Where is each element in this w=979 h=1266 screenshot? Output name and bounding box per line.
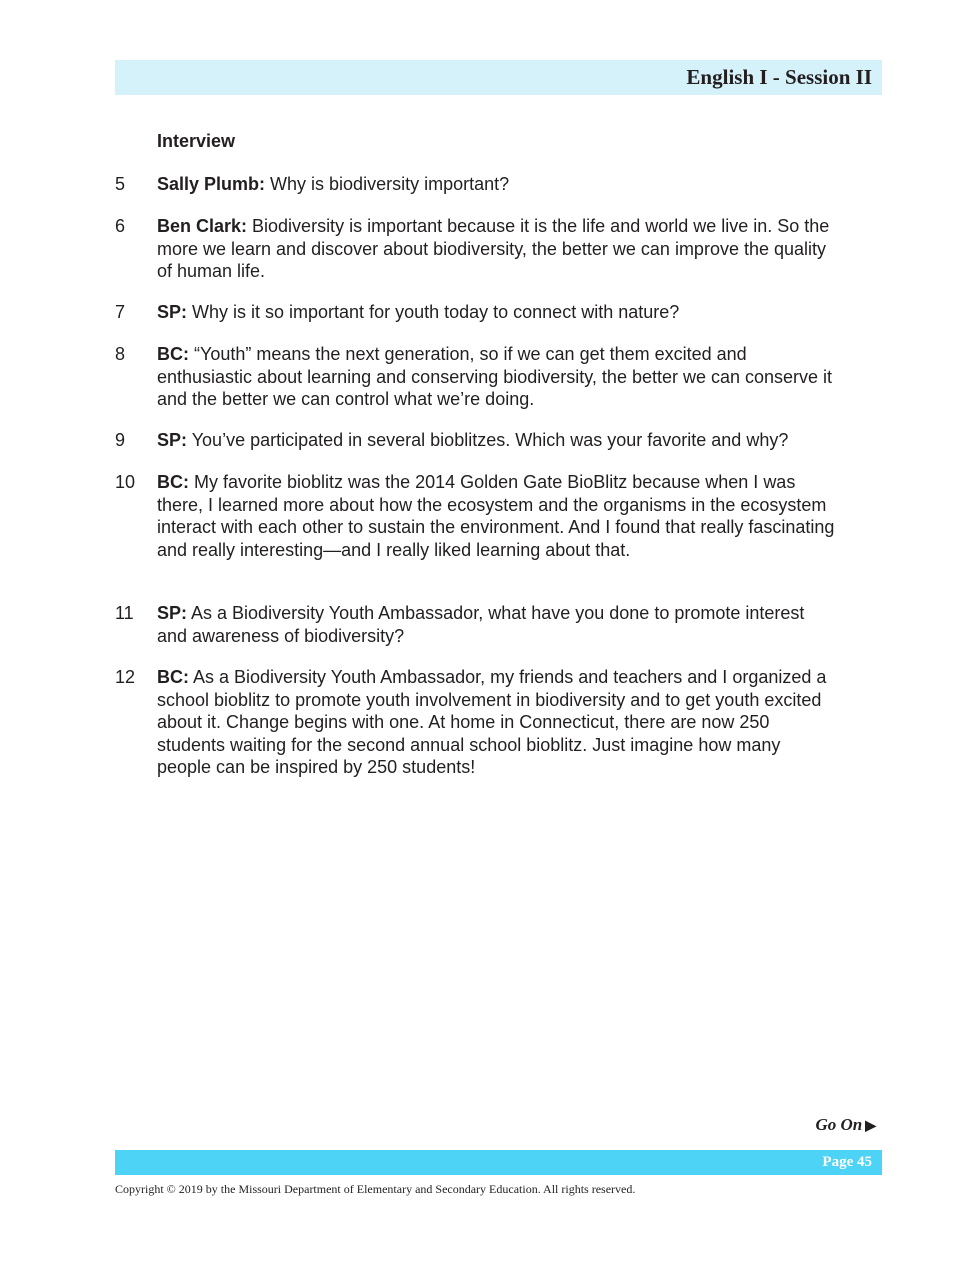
paragraph-number: 7: [115, 302, 126, 322]
paragraph-text: [157, 666, 835, 779]
paragraph: [115, 215, 835, 283]
paragraph-text: [157, 471, 835, 561]
speaker-label: SP:: [157, 302, 188, 322]
copyright-notice: Copyright © 2019 by the Missouri Department of Elementary and Secondary Education. All rights reserved.: [115, 1182, 636, 1196]
paragraph-number: 10: [115, 472, 136, 492]
go-on-label: Go On: [815, 1115, 863, 1134]
paragraph-text: [157, 301, 835, 324]
speaker-label: SP:: [157, 603, 188, 623]
paragraph: [115, 666, 835, 779]
paragraph-number: 11: [115, 603, 134, 623]
paragraph-text: [157, 215, 835, 283]
session-title: English I - Session II: [686, 65, 872, 89]
page-number: Page 45: [822, 1154, 872, 1170]
dialogue-text: As a Biodiversity Youth Ambassador, what have you done to promote interest and awareness of biodiversity?: [157, 603, 805, 646]
go-on-prompt: [815, 1115, 876, 1135]
paragraph-text: [157, 343, 835, 411]
dialogue-text: “Youth” means the next generation, so if we can get them excited and enthusiastic about learning and conserving biodiversity, the better we can conserve it and the better we can control what we’re doing.: [157, 344, 833, 409]
speaker-label: SP:: [157, 430, 188, 450]
paragraph: [115, 301, 835, 324]
header-bar: [115, 60, 882, 95]
play-arrow-icon: ▶: [865, 1119, 876, 1134]
paragraph: [115, 471, 835, 561]
paragraph-number: 5: [115, 174, 126, 194]
dialogue-text: You’ve participated in several bioblitzes. Which was your favorite and why?: [187, 430, 789, 450]
dialogue-text: Why is biodiversity important?: [265, 174, 510, 194]
speaker-label: Sally Plumb:: [157, 174, 266, 194]
paragraph-number: 9: [115, 430, 126, 450]
paragraph-text: [157, 429, 855, 452]
dialogue-text: My favorite bioblitz was the 2014 Golden Gate BioBlitz because when I was there, I learned more about how the ecosystem and the organisms in the ecosystem interact with each other to sustain the environment. And I found that really fascinating and really interesting—and I really liked learning about that.: [157, 472, 835, 560]
dialogue-text: Biodiversity is important because it is the life and world we live in. So the more we learn and discover about biodiversity, the better we can improve the quality of human life.: [157, 216, 830, 281]
paragraph: [115, 343, 835, 411]
paragraph-text: [157, 173, 835, 196]
footer-bar: [115, 1150, 882, 1175]
paragraph: [115, 602, 835, 647]
dialogue-text: Why is it so important for youth today to connect with nature?: [187, 302, 680, 322]
speaker-label: BC:: [157, 472, 189, 492]
paragraph-number: 12: [115, 667, 136, 687]
dialogue-text: As a Biodiversity Youth Ambassador, my friends and teachers and I organized a school bioblitz to promote youth involvement in biodiversity and to get youth excited about it. Change begins with one. At home in Connecticut, there are now 250 students waiting for the second annual school bioblitz. Just imagine how many people can be inspired by 250 students!: [157, 667, 827, 777]
paragraph-number: 8: [115, 344, 126, 364]
paragraph: [115, 173, 835, 196]
paragraph: [115, 429, 855, 452]
speaker-label: BC:: [157, 344, 189, 364]
paragraph-text: [157, 602, 835, 647]
speaker-label: Ben Clark:: [157, 216, 248, 236]
speaker-label: BC:: [157, 667, 189, 687]
section-heading: Interview: [157, 131, 236, 151]
paragraph-number: 6: [115, 216, 126, 236]
